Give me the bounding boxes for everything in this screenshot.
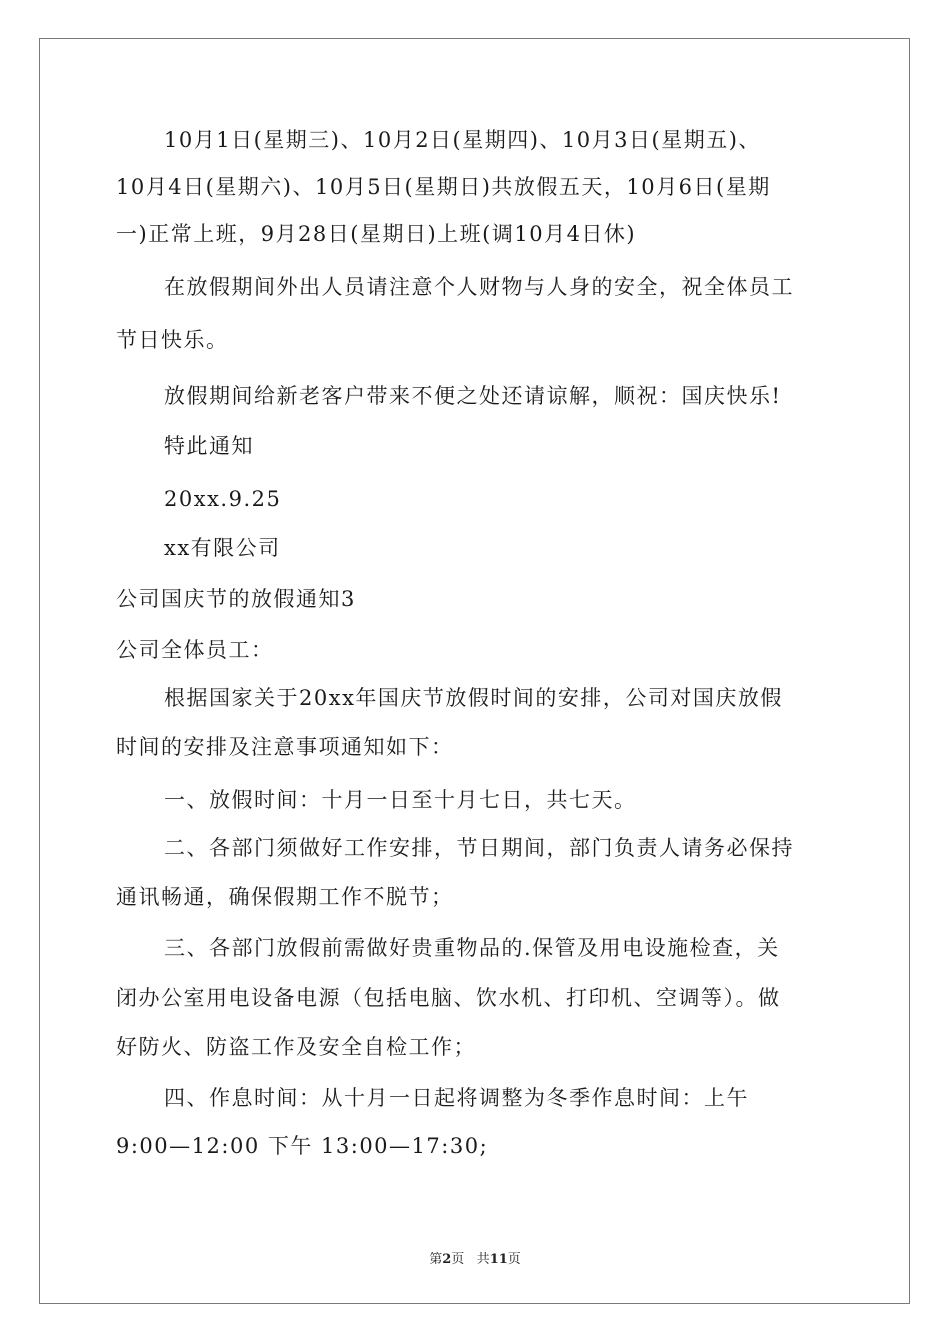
paragraph-line: 一、放假时间：十月一日至十月七日，共七天。 <box>164 788 637 812</box>
footer-total-suffix: 页 <box>507 1252 521 1267</box>
company-name: xx有限公司 <box>164 536 281 560</box>
paragraph-line: 二、各部门须做好工作安排，节日期间，部门负责人请务必保持 <box>164 836 794 860</box>
paragraph-line: 10月4日(星期六)、10月5日(星期日)共放假五天，10月6日(星期 <box>116 175 771 199</box>
paragraph-line: 通讯畅通，确保假期工作不脱节； <box>116 885 454 909</box>
paragraph-line: 10月1日(星期三)、10月2日(星期四)、10月3日(星期五)、 <box>164 128 761 152</box>
paragraph-line: 时间的安排及注意事项通知如下： <box>116 735 454 759</box>
paragraph-line: 9:00—12:00 下午 13:00—17:30; <box>116 1134 489 1158</box>
section-title: 公司国庆节的放假通知3 <box>116 587 356 611</box>
paragraph-line: 闭办公室用电设备电源（包括电脑、饮水机、打印机、空调等）。做 <box>116 986 781 1010</box>
footer-page-suffix: 页 <box>451 1252 465 1267</box>
paragraph-line: 好防火、防盗工作及安全自检工作； <box>116 1035 476 1059</box>
notice-date: 20xx.9.25 <box>164 487 282 511</box>
notice-closing: 特此通知 <box>164 434 254 458</box>
paragraph-line: 放假期间给新老客户带来不便之处还请谅解，顺祝：国庆快乐! <box>164 384 782 408</box>
paragraph-line: 在放假期间外出人员请注意个人财物与人身的安全，祝全体员工 <box>164 275 794 299</box>
paragraph-line: 一)正常上班，9月28日(星期日)上班(调10月4日休) <box>116 222 637 246</box>
salutation: 公司全体员工： <box>116 638 274 662</box>
paragraph-line: 三、各部门放假前需做好贵重物品的.保管及用电设施检查，关 <box>164 936 780 960</box>
footer-prefix: 第 <box>429 1252 443 1267</box>
paragraph-line: 根据国家关于20xx年国庆节放假时间的安排，公司对国庆放假 <box>164 686 783 710</box>
paragraph-line: 四、作息时间：从十月一日起将调整为冬季作息时间：上午 <box>164 1086 749 1110</box>
page-number: 2 <box>442 1252 452 1267</box>
page-footer <box>0 1248 950 1267</box>
paragraph-line: 节日快乐。 <box>116 328 229 352</box>
footer-total-prefix: 共 <box>476 1252 490 1267</box>
total-pages: 11 <box>489 1252 508 1267</box>
